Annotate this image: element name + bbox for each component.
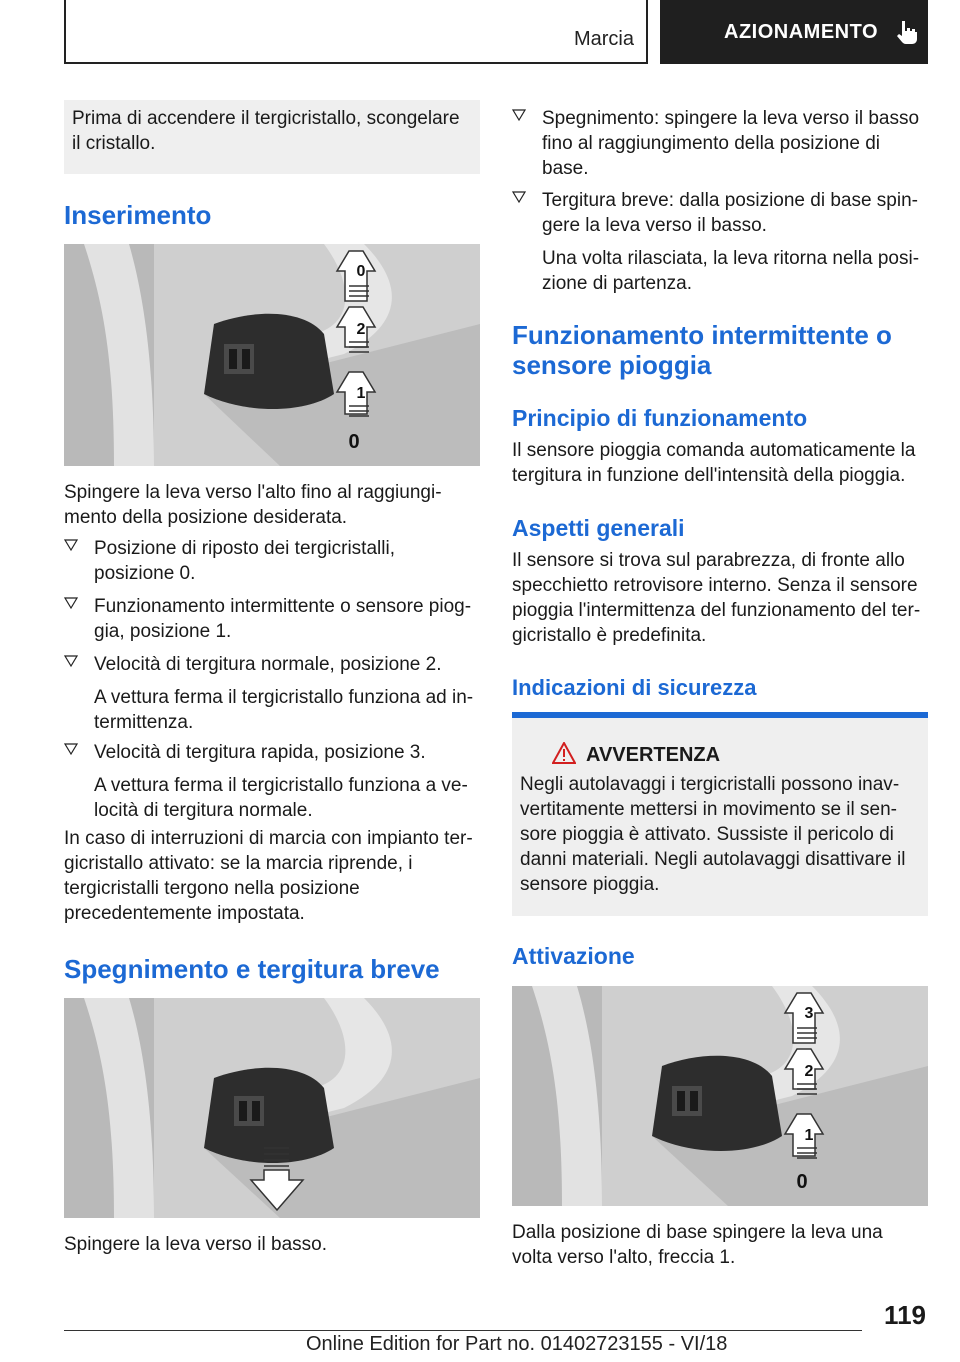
- figure-lever-positions: [64, 244, 480, 466]
- header-section-title: Marcia: [573, 28, 634, 50]
- triangle-bullet-icon: [512, 108, 526, 122]
- left-bullet-1: [64, 536, 480, 586]
- right-para-general: [512, 548, 928, 648]
- right-bullet-1: [512, 106, 928, 181]
- header-left-frame: [64, 0, 648, 64]
- activation-illustration: [512, 986, 928, 1206]
- heading-inserimento: Inserimento: [64, 200, 212, 230]
- heading-spegnimento: Spegnimento e tergitura breve: [64, 954, 440, 984]
- page-number: 119: [884, 1300, 926, 1330]
- footer-divider: [64, 1330, 862, 1331]
- warning-triangle-icon: [552, 742, 576, 764]
- triangle-bullet-icon: [64, 654, 78, 668]
- bullet-note: Una volta rilasciata, la leva ritorna nella posizione di partenza.: [542, 248, 920, 294]
- right-para-principle: [512, 438, 928, 488]
- left-bullet-2: [64, 594, 480, 644]
- hand-pointer-icon: [894, 19, 920, 45]
- triangle-bullet-icon: [512, 190, 526, 204]
- fig3-label-3: 3: [804, 1005, 814, 1022]
- bullet-text: Funzionamento intermittente o sensore pioggia, posizione 1.: [94, 596, 472, 642]
- lever-down-illustration: [64, 998, 480, 1218]
- para-push-up: Spingere la leva verso l'alto fino al raggiungimento della posizione desiderata.: [64, 482, 442, 528]
- note-text: Prima di accendere il tergicristallo, scongelare il cristallo.: [72, 108, 460, 154]
- right-para-activation: [512, 1220, 928, 1270]
- fig1-label-3: 0: [356, 263, 366, 280]
- bullet-text: Velocità di tergitura normale, posizione 2.: [94, 654, 442, 675]
- left-para-3: [64, 1232, 480, 1257]
- subheading-safety: Indicazioni di sicurezza: [512, 675, 757, 700]
- heading-rain-sensor: Funzionamento intermittente o sensore pioggia: [512, 320, 892, 380]
- fig1-label-1: 1: [356, 385, 366, 402]
- bullet-text: Tergitura breve: dalla posizione di base spingere la leva verso il basso.: [542, 190, 918, 236]
- right-bullet-2: [512, 188, 928, 296]
- figure-lever-down: [64, 998, 480, 1218]
- bullet-note: A vettura ferma il tergicristallo funziona a velocità di tergitura normale.: [94, 775, 468, 821]
- para-general: Il sensore si trova sul parabrezza, di fronte allo specchietto retrovisore interno. Senza il sensore pioggia l'intermittenza del funzionamento del tergicristallo è predefinita.: [512, 550, 921, 646]
- fig3-label-2: 2: [804, 1063, 814, 1080]
- left-bullet-3: [64, 652, 480, 735]
- note-box: [64, 100, 480, 174]
- fig3-label-0: 0: [796, 1171, 808, 1193]
- triangle-bullet-icon: [64, 596, 78, 610]
- para-principle: Il sensore pioggia comanda automaticamente la tergitura in funzione dell'intensità della pioggia.: [512, 440, 916, 486]
- left-para-2: [64, 826, 480, 926]
- lever-illustration: [64, 244, 480, 466]
- para-activation: Dalla posizione di base spingere la leva una volta verso l'alto, freccia 1.: [512, 1222, 883, 1268]
- triangle-bullet-icon: [64, 538, 78, 552]
- header-chapter-tab: [660, 0, 928, 64]
- fig3-label-1: 1: [804, 1127, 814, 1144]
- figure-activation: [512, 986, 928, 1206]
- subheading-general: Aspetti generali: [512, 515, 685, 541]
- warning-title: AVVERTENZA: [586, 744, 721, 766]
- warning-text: Negli autolavaggi i tergicristalli possono inavvertitamente mettersi in movimento se il sensore pioggia è attivato. Sussiste il pericolo di danni materiali. Negli autolavaggi disattivare il sensore pioggia.: [520, 774, 906, 895]
- left-bullet-4: [64, 740, 480, 823]
- triangle-bullet-icon: [64, 742, 78, 756]
- para-interruption: In caso di interruzioni di marcia con impianto tergicristallo attivato: se la marcia riprende, i tergicristalli tergono nella posizione precedentemente impostata.: [64, 828, 473, 924]
- left-para-1: [64, 480, 480, 530]
- para-push-down: Spingere la leva verso il basso.: [64, 1234, 327, 1255]
- fig1-label-0: 0: [348, 431, 360, 453]
- bullet-text: Spegnimento: spingere la leva verso il basso fino al raggiungimento della posizione di base.: [542, 108, 920, 179]
- header-chapter-title: AZIONAMENTO: [724, 20, 879, 43]
- bullet-text: Posizione di riposto dei tergicristalli, posizione 0.: [94, 538, 395, 584]
- subheading-principle: Principio di funzionamento: [512, 405, 808, 431]
- subheading-activation: Attivazione: [512, 943, 635, 969]
- footer-edition: Online Edition for Part no. 01402723155 - VI/18: [306, 1333, 728, 1355]
- bullet-note: A vettura ferma il tergicristallo funziona ad intermittenza.: [94, 687, 474, 733]
- bullet-text: Velocità di tergitura rapida, posizione 3.: [94, 742, 426, 763]
- warning-box: [512, 712, 928, 916]
- fig1-label-2: 2: [356, 321, 366, 338]
